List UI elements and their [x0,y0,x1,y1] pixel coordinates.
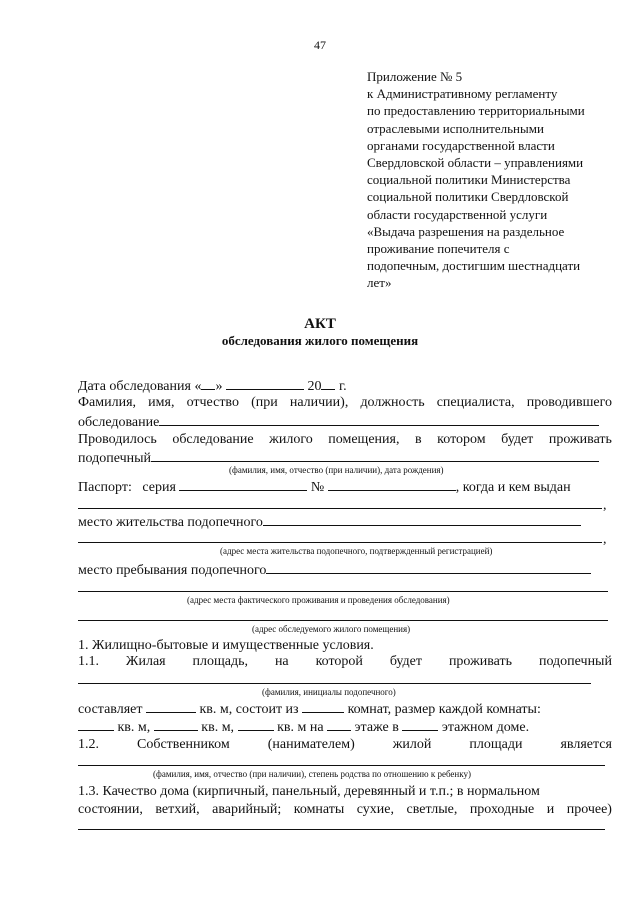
year-prefix: 20 [307,379,322,394]
passport-series-label: серия [142,480,176,495]
total-floors-field[interactable] [402,718,438,731]
word: состоянии, [78,802,143,817]
rooms-label: кв. м, состоит из [199,702,299,717]
word: Собственником [137,737,230,752]
appendix-line: органами государственной власти [367,137,555,153]
fio-line-2 [78,413,612,431]
word: котором [437,432,486,447]
passport-number-field[interactable] [328,478,456,491]
word: проживать [548,432,612,447]
month-field[interactable] [226,377,304,390]
room-2-field[interactable] [154,718,198,731]
area-line [78,700,612,718]
residence-label: место жительства подопечного [78,515,263,530]
word: (нанимателем) [267,737,355,752]
day-field[interactable] [201,377,215,390]
passport-number-label: № [310,480,325,495]
room-size-label: комнат, размер каждой комнаты: [347,702,541,717]
appendix-block [367,68,627,292]
appendix-line: Приложение № 5 [367,69,463,84]
fio-line-1 [78,394,612,411]
appendix-line: социальной политики Министерства [367,172,571,188]
word: Жилая [125,654,166,669]
passport-label: Паспорт: [78,480,132,495]
owner-field[interactable] [78,765,605,766]
caption-initials: (фамилия, инициалы подопечного) [262,687,396,697]
word: 1.2. [78,737,99,752]
house-floors-label: этажном доме. [441,720,530,735]
rooms-count-field[interactable] [302,700,344,713]
item-1-1 [78,653,612,670]
address-field[interactable] [78,620,608,621]
inspection-label: обследование [78,415,160,430]
word: светлые, [406,802,458,817]
appendix-line: подопечным, достигшим шестнадцати [367,258,581,274]
year-field[interactable] [321,377,335,390]
floor-field[interactable] [327,718,351,731]
appendix-line: лет» [367,275,392,291]
word: обследование [172,432,254,447]
document-title: АКТ [304,316,336,332]
appendix-line: отраслевыми исполнительными [367,120,544,136]
caption-owner: (фамилия, имя, отчество (при наличии), степень родства по отношению к ребенку) [153,769,471,779]
date-line [78,377,612,395]
caption-residence: (адрес места жительства подопечного, подтвержденный регистрацией) [220,546,493,556]
word: в [415,432,422,447]
page-number: 47 [314,38,326,52]
word: будет [389,654,423,669]
rooms-line [78,718,612,736]
appendix-line: по предоставлению территориальными [367,103,585,119]
word: на [274,654,289,669]
stay-field-2[interactable] [78,591,608,592]
residence-field-2[interactable] [78,542,602,543]
word: помещения, [328,432,400,447]
conducted-line-1 [78,431,612,448]
word: должность [360,395,425,410]
word: будет [501,432,534,447]
ward-field[interactable] [151,449,599,462]
word: проходные [469,802,535,817]
word: прочее) [566,802,612,817]
residence-line [78,513,612,531]
word: подопечный [538,654,612,669]
caption-stay: (адрес места фактического проживания и проведения обследования) [187,595,450,605]
passport-line [78,478,612,496]
word: (при [251,395,278,410]
word: проводившего [526,395,612,410]
stay-field[interactable] [266,561,591,574]
word: 1.1. [78,654,99,669]
word: наличии), [289,395,349,410]
document-subtitle: обследования жилого помещения [221,333,419,348]
item-1-2 [78,736,612,753]
word: площади [469,737,523,752]
item-1-3-line-2 [78,801,612,818]
word: аварийный; [212,802,282,817]
passport-issued-label: , когда и кем выдан [455,480,571,495]
passport-series-field[interactable] [179,478,307,491]
word: проживать [448,654,513,669]
specialist-field[interactable] [159,413,599,426]
room-1-field[interactable] [78,718,114,731]
word: является [560,737,612,752]
unit-label: кв. м, [201,720,235,735]
word: жилой [392,737,432,752]
appendix-line: «Выдача разрешения на раздельное [367,223,565,239]
section-1-heading: 1. Жилищно-бытовые и имущественные условия. [78,638,374,653]
word: Фамилия, [78,395,137,410]
word: сухие, [356,802,395,817]
appendix-line: социальной политики Свердловской [367,189,569,205]
comma: , [603,498,607,513]
word: ветхий, [155,802,200,817]
word: площадь, [192,654,249,669]
word: которой [315,654,363,669]
caption-address: (адрес обследуемого жилого помещения) [252,624,411,634]
date-label: Дата обследования « [78,379,202,394]
appendix-line: области государственной услуги [367,206,548,222]
passport-issued-field[interactable] [78,508,602,509]
word: имя, [148,395,175,410]
area-field[interactable] [146,700,196,713]
floor-label: этаже в [354,720,399,735]
residence-field[interactable] [263,513,581,526]
comma: , [603,532,607,547]
stay-line [78,561,612,579]
house-quality-field[interactable] [78,829,605,830]
stay-label: место пребывания подопечного [78,563,267,578]
word: отчество [186,395,239,410]
area-label: составляет [78,702,143,717]
item-1-3-line-1: 1.3. Качество дома (кирпичный, панельный, деревянный и т.п.; в нормальном [78,784,540,799]
appendix-line: к Административному регламенту [367,86,558,102]
room-3-field[interactable] [238,718,274,731]
appendix-line: проживание попечителя с [367,241,510,257]
year-suffix: г. [338,379,347,394]
ward-initials-field[interactable] [78,683,591,684]
unit-label: кв. м, [117,720,151,735]
ward-label: подопечный [78,451,152,466]
appendix-line: Свердловской области – управлениями [367,155,584,171]
word: Проводилось [78,432,157,447]
word: и [546,802,555,817]
date-quote: » [215,379,223,394]
caption-ward: (фамилия, имя, отчество (при наличии), дата рождения) [229,465,444,475]
word: специалиста, [436,395,515,410]
word: комнаты [293,802,345,817]
unit-floor-label: кв. м на [277,720,324,735]
word: жилого [269,432,313,447]
